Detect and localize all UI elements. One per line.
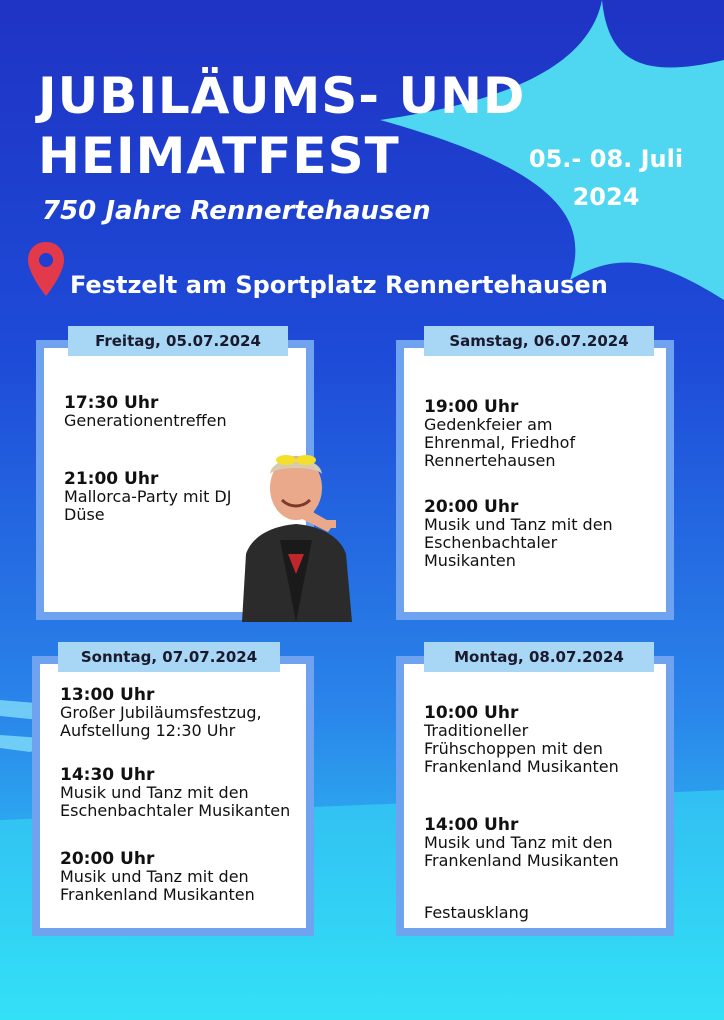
title-line-1: JUBILÄUMS- UND: [38, 67, 526, 125]
event-item: [424, 398, 624, 470]
dj-photo: [232, 444, 360, 622]
location-text: Festzelt am Sportplatz Rennertehausen: [70, 271, 608, 299]
event-time: 20:00 Uhr: [424, 497, 519, 517]
day-card-sunday: [40, 648, 306, 928]
event-time: 17:30 Uhr: [64, 393, 159, 413]
day-label: Samstag, 06.07.2024: [424, 326, 654, 356]
poster-title: [38, 66, 525, 186]
location-pin-icon: [26, 240, 66, 300]
festival-date: [520, 140, 692, 216]
event-time: 10:00 Uhr: [424, 703, 519, 723]
event-time: 19:00 Uhr: [424, 397, 519, 417]
event-item: [424, 904, 624, 922]
event-time: 20:00 Uhr: [60, 849, 155, 869]
event-desc: Musik und Tanz mit den Eschenbachtaler Musikanten: [60, 783, 291, 820]
event-item: [64, 394, 284, 430]
event-desc: Generationentreffen: [64, 411, 227, 430]
event-time: 13:00 Uhr: [60, 685, 155, 705]
event-desc: Gedenkfeier am Ehrenmal, Friedhof Rennertehausen: [424, 415, 576, 470]
event-desc: Musik und Tanz mit den Frankenland Musikanten: [60, 867, 255, 904]
event-desc: Mallorca-Party mit DJ Düse: [64, 487, 232, 524]
day-card-monday: [404, 648, 666, 928]
date-line-1: 05.- 08. Juli: [528, 145, 684, 173]
event-time: 14:00 Uhr: [424, 815, 519, 835]
day-label: Montag, 08.07.2024: [424, 642, 654, 672]
subtitle: 750 Jahre Rennertehausen: [42, 196, 431, 226]
event-desc: Musik und Tanz mit den Frankenland Musikanten: [424, 833, 619, 870]
event-desc: Musik und Tanz mit den Eschenbachtaler Musikanten: [424, 515, 613, 570]
day-label: Sonntag, 07.07.2024: [58, 642, 280, 672]
event-item: [424, 816, 624, 870]
event-item: [64, 470, 254, 524]
event-desc: Traditioneller Frühschoppen mit den Frankenland Musikanten: [424, 721, 619, 776]
event-item: [60, 850, 300, 904]
day-label: Freitag, 05.07.2024: [68, 326, 288, 356]
date-line-2: 2024: [572, 183, 640, 211]
event-item: [60, 686, 270, 740]
title-line-2: HEIMATFEST: [38, 127, 400, 185]
event-time: 14:30 Uhr: [60, 765, 155, 785]
event-time: 21:00 Uhr: [64, 469, 159, 489]
event-item: [60, 766, 300, 820]
event-desc: Festausklang: [424, 903, 529, 922]
event-item: [424, 498, 644, 570]
event-item: [424, 704, 624, 776]
day-card-saturday: [404, 332, 666, 612]
event-desc: Großer Jubiläumsfestzug, Aufstellung 12:30 Uhr: [60, 703, 262, 740]
